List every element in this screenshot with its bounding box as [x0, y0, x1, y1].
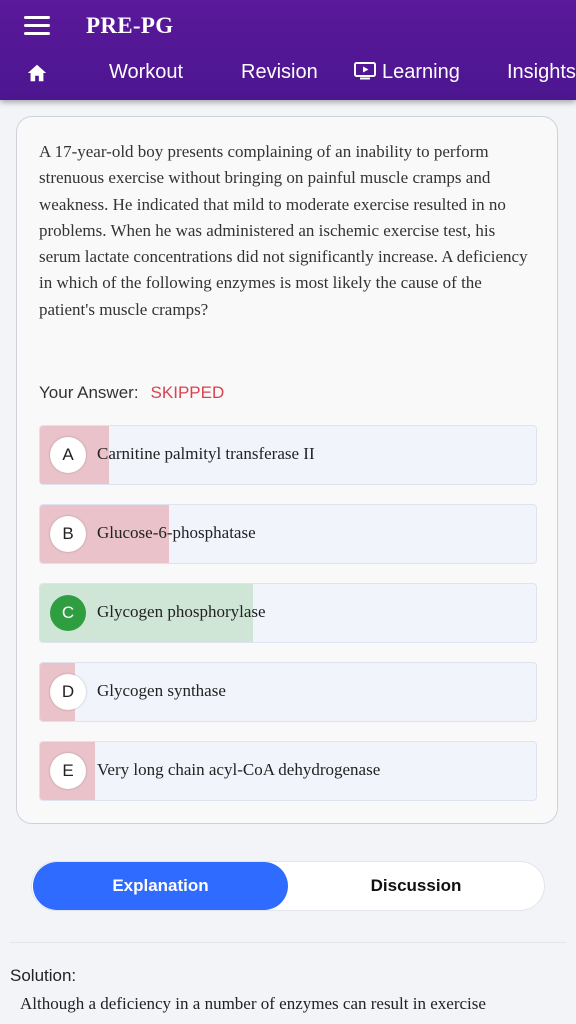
option-a-letter: A — [50, 437, 86, 473]
explanation-discussion-tabs — [32, 862, 544, 910]
option-c-text: Glycogen phosphorylase — [97, 602, 266, 621]
option-d-text: Glycogen synthase — [97, 681, 226, 700]
option-d[interactable] — [39, 662, 537, 722]
option-a[interactable] — [39, 425, 537, 485]
video-play-icon — [354, 62, 376, 80]
option-e[interactable] — [39, 741, 537, 801]
your-answer-row — [39, 383, 224, 403]
nav-tab-revision[interactable]: Revision — [241, 61, 318, 83]
nav-tab-workout[interactable]: Workout — [109, 61, 184, 83]
option-b-letter: B — [50, 516, 86, 552]
tab-explanation[interactable]: Explanation — [33, 862, 288, 910]
section-divider — [10, 942, 566, 943]
option-d-letter: D — [50, 674, 86, 710]
tab-discussion[interactable]: Discussion — [370, 876, 462, 895]
nav-tab-insights[interactable]: Insights — [507, 61, 576, 83]
app-bar — [0, 0, 576, 100]
question-text: A 17-year-old boy presents complaining of an inability to perform strenuous exercise without bringing on painful muscle cramps and weakness. He indicated that mild to moderate exercise resulted in no problems. When he was administered an ischemic exercise test, his serum lactate concentrations did not significantly increase. A deficiency in which of the following enzymes is most likely the cause of the patient's muscle cramps? — [39, 142, 528, 319]
your-answer-status: SKIPPED — [150, 383, 225, 402]
solution-label: Solution: — [10, 966, 77, 985]
solution-text: Although a deficiency in a number of enzymes can result in exercise — [20, 994, 486, 1013]
your-answer-label: Your Answer: — [39, 383, 139, 402]
question-card — [16, 116, 558, 824]
option-c[interactable] — [39, 583, 537, 643]
option-a-text: Carnitine palmityl transferase II — [97, 444, 315, 463]
nav-tab-learning[interactable] — [354, 61, 460, 84]
option-b-text: Glucose-6-phosphatase — [97, 523, 256, 542]
home-icon[interactable] — [26, 62, 48, 84]
nav-tab-learning-label: Learning — [382, 61, 460, 83]
app-title: PRE-PG — [86, 13, 174, 38]
hamburger-menu-icon[interactable] — [24, 16, 50, 38]
option-e-text: Very long chain acyl-CoA dehydrogenase — [97, 760, 381, 779]
option-c-letter: C — [50, 595, 86, 631]
option-e-letter: E — [50, 753, 86, 789]
option-b[interactable] — [39, 504, 537, 564]
